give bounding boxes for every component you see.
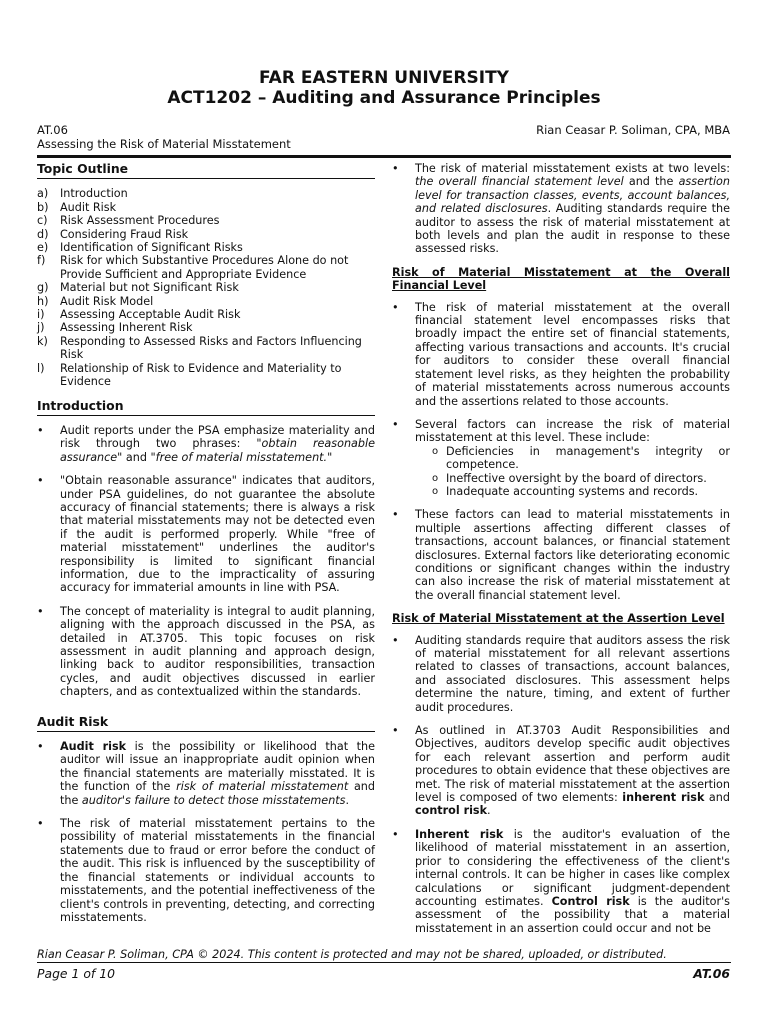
list-item: • The concept of materiality is integral to audit planning, aligning with the approach discussed in the PSA, as detailed in AT.3705. This topic focuses on risk assessment in audit planning and approach design, linking back to auditor responsibilities, transaction cycles, and audit objectives discussed in earlier chapters, and as contextualized within the standards. bbox=[37, 605, 375, 699]
outline-text: Considering Fraud Risk bbox=[60, 227, 189, 241]
list-item: • Audit reports under the PSA emphasize materiality and risk through two phrases: "obtain reasonable assurance" and "free of material misstatement." bbox=[37, 424, 375, 464]
sub-list-item: o Ineffective oversight by the board of directors. bbox=[432, 472, 730, 485]
module-subtitle: Assessing the Risk of Material Misstatement bbox=[37, 137, 291, 151]
outline-letter: d) bbox=[37, 227, 49, 241]
list-item: • The risk of material misstatement exists at two levels: the overall financial statement level and the assertion level for transaction classes, events, account balances, and related disclosures. Auditing standards require the auditor to assess the risk of material misstatement at both levels and plan the audit in response to these assessed risks. bbox=[392, 162, 730, 256]
outline-text: Risk for which Substantive Procedures Alone do not Provide Sufficient and Appropriate Evidence bbox=[60, 254, 349, 281]
sub-list-item: o Inadequate accounting systems and records. bbox=[432, 485, 730, 498]
overall-level-heading: Risk of Material Misstatement at the Overall Financial Level bbox=[392, 265, 730, 293]
list-item: • "Obtain reasonable assurance" indicates that auditors, under PSA guidelines, do not guarantee the absolute accuracy of financial statements; there is always a risk that material misstatements may not be detected even if the audit is performed properly. While "free of material misstatement" underlines the auditor's responsibility is limited to significant financial information, due to the impracticality of assuring accuracy for immaterial amounts in line with PSA. bbox=[37, 474, 375, 595]
outline-letter: h) bbox=[37, 294, 49, 308]
outline-item bbox=[37, 254, 375, 281]
outline-item bbox=[37, 295, 375, 308]
outline-item bbox=[37, 241, 375, 254]
footer-code: AT.06 bbox=[693, 966, 730, 981]
list-item: • Several factors can increase the risk of material misstatement at this level. These include: o Deficiencies in management's integrity or competence. o Ineffective oversight by the board of directors. o Inadequate accounting systems and records. bbox=[392, 418, 730, 498]
outline-item bbox=[37, 228, 375, 241]
outline-letter: a) bbox=[37, 187, 49, 201]
outline-item bbox=[37, 281, 375, 294]
outline-letter: b) bbox=[37, 200, 49, 214]
outline-item bbox=[37, 321, 375, 334]
audit-risk-list bbox=[37, 740, 375, 924]
outline-text: Introduction bbox=[60, 187, 128, 201]
list-item: • These factors can lead to material misstatements in multiple assertions affecting different classes of transactions, account balances, or financial statement disclosures. External factors like deteriorating economic conditions or significant changes within the industry can also increase the risk of material misstatement at the overall financial statement level. bbox=[392, 508, 730, 602]
list-item: • The risk of material misstatement at the overall financial statement level encompasses risks that broadly impact the entire set of financial statements, affecting various transactions and accounts. It's crucial for auditors to consider these overall financial statement level risks, as they heighten the probability of material misstatements across numerous accounts and the assertions related to those accounts. bbox=[392, 301, 730, 408]
list-item: • Audit risk is the possibility or likelihood that the auditor will issue an inappropriate audit opinion when the financial statements are materially misstated. It is the function of the risk of material misstatement and the auditor's failure to detect those misstatements. bbox=[37, 740, 375, 807]
outline-item bbox=[37, 201, 375, 214]
outline-letter: k) bbox=[37, 334, 48, 348]
list-item: • As outlined in AT.3703 Audit Responsibilities and Objectives, auditors develop specific audit objectives for each relevant assertion and perform audit procedures to obtain evidence that these objectives are met. The risk of material misstatement at the assertion level is composed of two elements: inherent risk and control risk. bbox=[392, 724, 730, 818]
header-rule bbox=[37, 155, 731, 158]
outline-text: Material but not Significant Risk bbox=[60, 281, 239, 295]
list-item: • Auditing standards require that auditors assess the risk of material misstatement for all relevant assertions related to classes of transactions, account balances, and associated disclosures. This assessment helps determine the nature, timing, and extent of further audit procedures. bbox=[392, 634, 730, 714]
outline-letter: l) bbox=[37, 361, 45, 375]
introduction-list bbox=[37, 424, 375, 699]
outline-text: Audit Risk bbox=[60, 200, 117, 214]
assertion-level-heading: Risk of Material Misstatement at the Assertion Level bbox=[392, 612, 725, 626]
page-number: Page 1 of 10 bbox=[37, 966, 115, 981]
outline-item bbox=[37, 308, 375, 321]
outline-item bbox=[37, 214, 375, 227]
assertion-level-list bbox=[392, 634, 730, 936]
audit-risk-heading: Audit Risk bbox=[37, 715, 375, 732]
module-code: AT.06 bbox=[37, 123, 68, 137]
outline-text: Assessing Inherent Risk bbox=[60, 321, 193, 335]
outline-item bbox=[37, 362, 375, 389]
outline-letter: f) bbox=[37, 254, 46, 268]
levels-list bbox=[392, 162, 730, 256]
overall-level-list bbox=[392, 301, 730, 603]
right-column bbox=[392, 162, 730, 945]
outline-heading: Topic Outline bbox=[37, 162, 375, 179]
outline-text: Risk Assessment Procedures bbox=[60, 214, 220, 228]
outline-letter: g) bbox=[37, 281, 49, 295]
outline-text: Audit Risk Model bbox=[60, 294, 154, 308]
course-title: ACT1202 – Auditing and Assurance Principles bbox=[167, 88, 601, 108]
sub-list-item: o Deficiencies in management's integrity or competence. bbox=[432, 445, 730, 472]
factors-sublist bbox=[415, 445, 730, 499]
outline-text: Relationship of Risk to Evidence and Materiality to Evidence bbox=[60, 361, 342, 389]
outline-item bbox=[37, 335, 375, 362]
university-title: FAR EASTERN UNIVERSITY bbox=[259, 68, 509, 88]
outline-text: Responding to Assessed Risks and Factors Influencing Risk bbox=[60, 334, 362, 362]
list-item: • The risk of material misstatement pertains to the possibility of material misstatements in the financial statements due to fraud or error before the conduct of the audit. This risk is influenced by the susceptibility of the financial statements or individual accounts to misstatements, and the potential ineffectiveness of the client's controls in preventing, detecting, and correcting misstatements. bbox=[37, 817, 375, 924]
introduction-heading: Introduction bbox=[37, 399, 375, 416]
outline-text: Assessing Acceptable Audit Risk bbox=[60, 308, 241, 322]
topic-outline-list bbox=[37, 187, 375, 388]
outline-letter: i) bbox=[37, 308, 45, 322]
footer-rule bbox=[37, 962, 731, 963]
outline-letter: e) bbox=[37, 241, 49, 255]
outline-letter: j) bbox=[37, 321, 45, 335]
outline-letter: c) bbox=[37, 214, 48, 228]
copyright-note: Rian Ceasar P. Soliman, CPA © 2024. This content is protected and may not be shared, uploaded, or distributed. bbox=[37, 948, 667, 961]
author-name: Rian Ceasar P. Soliman, CPA, MBA bbox=[536, 123, 730, 137]
outline-text: Identification of Significant Risks bbox=[60, 241, 243, 255]
left-column bbox=[37, 162, 375, 934]
list-item: • Inherent risk is the auditor's evaluation of the likelihood of material misstatement in an assertion, prior to considering the effectiveness of the client's internal controls. It can be higher in cases like complex calculations or significant judgment-dependent accounting estimates. Control risk is the auditor's assessment of the possibility that a material misstatement in an assertion could occur and not be bbox=[392, 828, 730, 935]
outline-item bbox=[37, 187, 375, 200]
